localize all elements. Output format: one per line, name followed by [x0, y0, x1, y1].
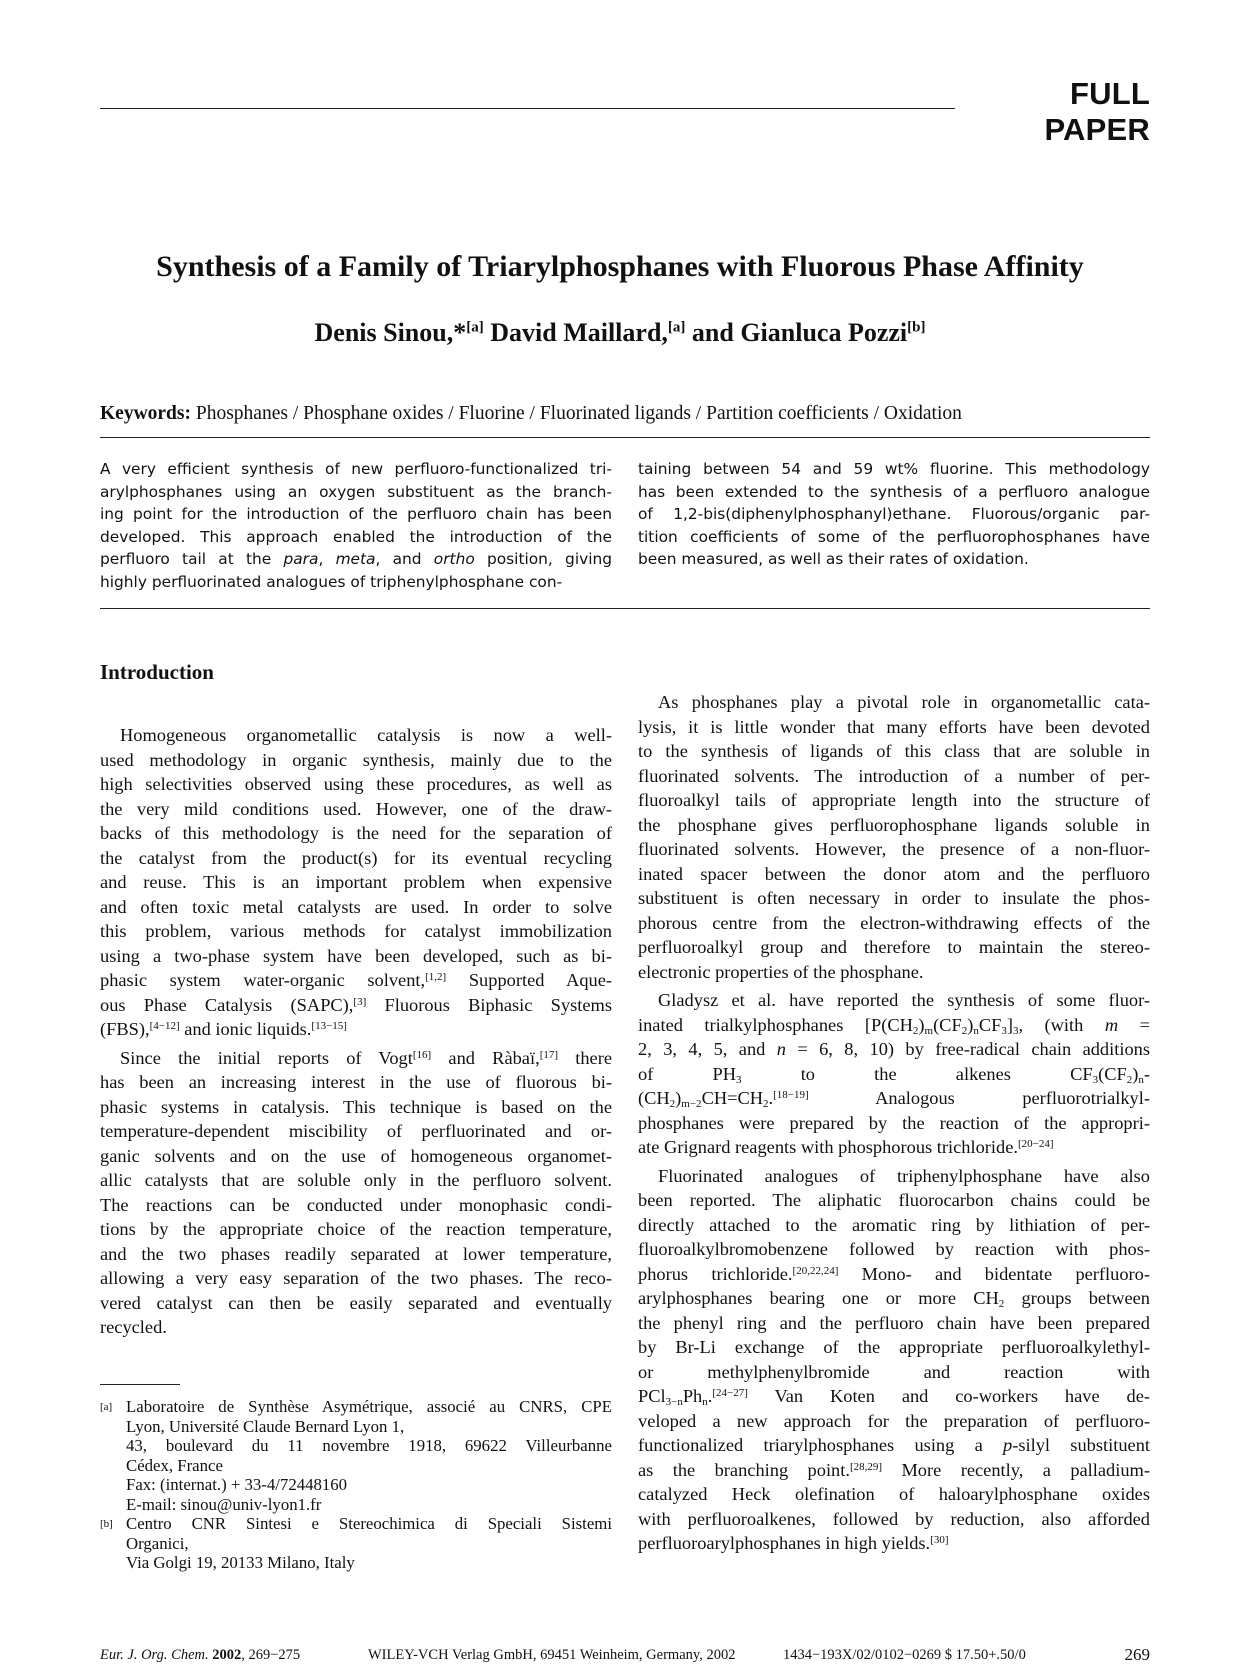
text-line: tition coefficients of some of the perfluorophosphanes have — [638, 527, 1150, 546]
text-line: using a two-phase system have been developed, such as bi- — [100, 945, 612, 966]
text-line: tions by the appropriate choice of the reaction temperature, — [100, 1219, 612, 1239]
text-line: $(CH_2)_{m-2}CH=CH_2.[18-19]$ Analogous perfluorotrialkyl- — [638, 1088, 1150, 1110]
text-line: 2, 3, 4, 5, and n = 6, 8, 10) by free-radical chain additions — [638, 1039, 1150, 1059]
text-line: developed. This approach enabled the introduction of the — [100, 527, 612, 546]
text-line: $PCl_{3-n}Ph_n.[24-27]$ Van Koten and co-workers have de- — [638, 1386, 1150, 1408]
text-line: ous Phase Catalysis (SAPC),[3] Fluorous Biphasic Systems — [100, 994, 612, 1015]
text-line: arylphosphanes bearing one or more $CH_2$ groups between — [638, 1288, 1150, 1310]
text-line: fluoroalkylbromobenzene followed by reaction with phos- — [638, 1239, 1150, 1259]
footnote-line: 43, boulevard du 11 novembre 1918, 69622 Villeurbanne — [126, 1436, 612, 1455]
text-line: with perfluoroalkenes, followed by reduction, also afforded — [638, 1508, 1150, 1529]
text-line: phasic systems in catalysis. This technique is based on the — [100, 1096, 612, 1117]
footnote-line: Cédex, France — [126, 1455, 223, 1475]
footnote-text — [126, 1514, 612, 1573]
author-affiliation-mark: [b] — [907, 319, 926, 336]
text-line: vered catalyst can then be easily separated and eventually — [100, 1292, 612, 1313]
keywords-text: Phosphanes / Phosphane oxides / Fluorine / Fluorinated ligands / Partition coefficients / Oxidation — [195, 403, 962, 424]
footnote-line: Centro CNR Sintesi e Stereochimica di Speciali Sistemi — [126, 1514, 612, 1533]
text-line: has been an increasing interest in the use of fluorous bi- — [100, 1072, 612, 1092]
text-line: allic catalysts that are soluble only in the perfluoro solvent. — [100, 1170, 612, 1190]
text-line: to the synthesis of ligands of this class that are soluble in — [638, 741, 1150, 761]
footnote-mark: [b] — [100, 1518, 113, 1530]
footer-publisher: WILEY-VCH Verlag GmbH, 69451 Weinheim, Germany, 2002 — [368, 1647, 736, 1663]
text-line: ing point for the introduction of the perfluoro chain has been — [100, 505, 612, 523]
text-line: As phosphanes play a pivotal role in organometallic cata- — [658, 692, 1150, 712]
text-line: of 1,2-bis(diphenylphosphanyl)ethane. Fluorous/organic par- — [638, 505, 1150, 523]
body-left-column — [100, 723, 612, 1340]
text-line: and the two phases readily separated at lower temperature, — [100, 1243, 612, 1264]
affiliation-footnote — [100, 1514, 612, 1573]
text-line: the very mild conditions used. However, one of the draw- — [100, 798, 612, 819]
text-line: the catalyst from the product(s) for its eventual recycling — [100, 847, 612, 868]
section-heading-introduction: Introduction — [100, 660, 214, 684]
footer-issn: 1434−193X/02/0102−0269 $ 17.50+.50/0 — [783, 1647, 1026, 1663]
text-line: fluoroalkyl tails of appropriate length into the structure of — [638, 790, 1150, 810]
text-line: functionalized triarylphosphanes using a p-silyl substituent — [638, 1435, 1151, 1455]
footnote-line: Via Golgi 19, 20133 Milano, Italy — [126, 1553, 355, 1572]
footer-journal-citation: Eur. J. Org. Chem. 2002, 269−275 — [100, 1647, 301, 1663]
text-line: arylphosphanes using an oxygen substituent as the branch- — [100, 482, 612, 501]
body-paragraph — [100, 723, 612, 1042]
text-line: used methodology in organic synthesis, mainly due to the — [100, 749, 612, 770]
footnote-text — [126, 1397, 612, 1514]
text-line: this problem, various methods for catalyst immobilization — [100, 921, 612, 941]
footnote-line: Organici, — [126, 1533, 189, 1553]
author-name: Gianluca Pozzi — [740, 318, 908, 347]
text-line: perfluoroarylphosphanes in high yields.[30] — [638, 1533, 949, 1553]
footnote-line: Laboratoire de Synthèse Asymétrique, associé au CNRS, CPE — [126, 1397, 612, 1416]
text-line: fluorinated solvents. However, the presence of a non-fluor- — [638, 839, 1150, 859]
text-line: catalyzed Heck olefination of haloarylphosphane oxides — [638, 1484, 1150, 1504]
text-line: as the branching point.[28,29] More recently, a palladium- — [638, 1459, 1150, 1480]
body-paragraph — [638, 690, 1150, 984]
abstract-right-column — [638, 458, 1150, 571]
text-line: taining between 54 and 59 wt% fluorine. This methodology — [638, 460, 1150, 478]
body-paragraph — [100, 1046, 612, 1340]
header-rule — [100, 108, 955, 109]
text-line: been reported. The aliphatic fluorocarbon chains could be — [638, 1190, 1150, 1210]
text-line: phasic system water-organic solvent,[1,2] Supported Aque- — [100, 970, 612, 990]
text-line: the phenyl ring and the perfluoro chain have been prepared — [638, 1312, 1150, 1333]
text-line: or methylphenylbromide and reaction with — [638, 1361, 1150, 1382]
text-line: and reuse. This is an important problem when expensive — [100, 872, 612, 892]
text-line: phorous centre from the electron-withdrawing effects of the — [638, 912, 1150, 933]
text-line: inated trialkylphosphanes $[P(CH_2)_m(CF_2)_nCF_3]_3$, (with m = — [638, 1014, 1150, 1037]
text-line: the phosphane gives perfluorophosphane ligands soluble in — [638, 814, 1150, 835]
text-line: The reactions can be conducted under monophasic condi- — [100, 1194, 612, 1215]
text-line: electronic properties of the phosphane. — [638, 961, 924, 982]
text-line: Fluorinated analogues of triphenylphosphane have also — [658, 1165, 1150, 1186]
footnote-line: Lyon, Université Claude Bernard Lyon 1, — [126, 1416, 405, 1436]
text-line: A very efficient synthesis of new perfluoro-functionalized tri- — [100, 460, 612, 478]
keywords — [100, 403, 1150, 425]
text-line: high selectivities observed using these procedures, as well as — [100, 774, 612, 794]
text-line: phorus trichloride.[20,22,24] Mono- and bidentate perfluoro- — [638, 1263, 1150, 1284]
affiliation-footnote — [100, 1397, 612, 1514]
abstract-left-column — [100, 458, 612, 593]
body-paragraph — [638, 1164, 1150, 1556]
text-line: backs of this methodology is the need for the separation of — [100, 823, 612, 843]
text-line: been measured, as well as their rates of oxidation. — [638, 550, 1029, 568]
text-line: fluorinated solvents. The introduction of a number of per- — [638, 765, 1150, 786]
text-line: of $PH_3$ to the alkenes $CF_3(CF_2)_n-$ — [638, 1063, 1150, 1086]
text-line: veloped a new approach for the preparation of perfluoro- — [638, 1410, 1150, 1431]
author-affiliation-mark: [a] — [466, 319, 484, 336]
text-line: substituent is often necessary in order to insulate the phos- — [638, 888, 1150, 908]
text-line: perfluoro tail at the para, meta, and ortho position, giving — [100, 550, 612, 568]
footer-page-number: 269 — [1124, 1645, 1150, 1664]
text-line: allowing a very easy separation of the two phases. The reco- — [100, 1268, 612, 1288]
keywords-label: Keywords: — [100, 403, 191, 424]
text-line: Since the initial reports of Vogt[16] and Ràbaï,[17] there — [120, 1047, 612, 1068]
footnote-line: Fax: (internat.) + 33-4/72448160 — [126, 1475, 348, 1494]
footnote-line: E-mail: sinou@univ-lyon1.fr — [126, 1494, 322, 1514]
paper-authors: Denis Sinou,*[a] David Maillard,[a] and Gianluca Pozzi[b] — [314, 318, 926, 347]
text-line: ganic solvents and on the use of homogeneous organomet- — [100, 1145, 612, 1166]
author-affiliation-mark: [a] — [667, 319, 686, 336]
text-line: inated spacer between the donor atom and the perfluoro — [638, 863, 1150, 884]
text-line: directly attached to the aromatic ring by lithiation of per- — [638, 1214, 1150, 1235]
text-line: and often toxic metal catalysts are used. In order to solve — [100, 896, 612, 917]
text-line: lysis, it is little wonder that many efforts have been devoted — [638, 716, 1150, 737]
text-line: has been extended to the synthesis of a perfluoro analogue — [638, 482, 1150, 501]
paper-title: Synthesis of a Family of Triarylphosphanes with Fluorous Phase Affinity — [156, 250, 1084, 283]
text-line: (FBS),[4−12] and ionic liquids.[13−15] — [100, 1019, 347, 1039]
text-line: Gladysz et al. have reported the synthesis of some fluor- — [658, 990, 1150, 1010]
text-line: phosphanes were prepared by the reaction of the appropri- — [638, 1112, 1150, 1133]
footnote-rule — [100, 1384, 180, 1385]
section-tag: FULL PAPER — [1044, 76, 1150, 147]
keywords-rule — [100, 437, 1150, 438]
text-line: Homogeneous organometallic catalysis is now a well- — [120, 725, 612, 745]
text-line: perfluoroalkyl group and therefore to maintain the stereo- — [638, 937, 1150, 957]
body-paragraph — [638, 988, 1150, 1160]
abstract-rule — [100, 608, 1150, 609]
affiliation-footnotes — [100, 1397, 612, 1573]
text-line: highly perfluorinated analogues of triphenylphosphane con- — [100, 572, 563, 591]
text-line: recycled. — [100, 1317, 167, 1337]
text-line: temperature-dependent miscibility of perfluorinated and or- — [100, 1121, 612, 1141]
body-right-column — [638, 690, 1150, 1556]
author-name: Denis Sinou,* — [314, 318, 467, 347]
text-line: ate Grignard reagents with phosphorous trichloride.[20−24] — [638, 1137, 1054, 1157]
text-line: by Br-Li exchange of the appropriate perfluoroalkylethyl- — [638, 1337, 1150, 1357]
author-name: David Maillard, — [490, 318, 668, 347]
footnote-mark: [a] — [100, 1401, 113, 1413]
